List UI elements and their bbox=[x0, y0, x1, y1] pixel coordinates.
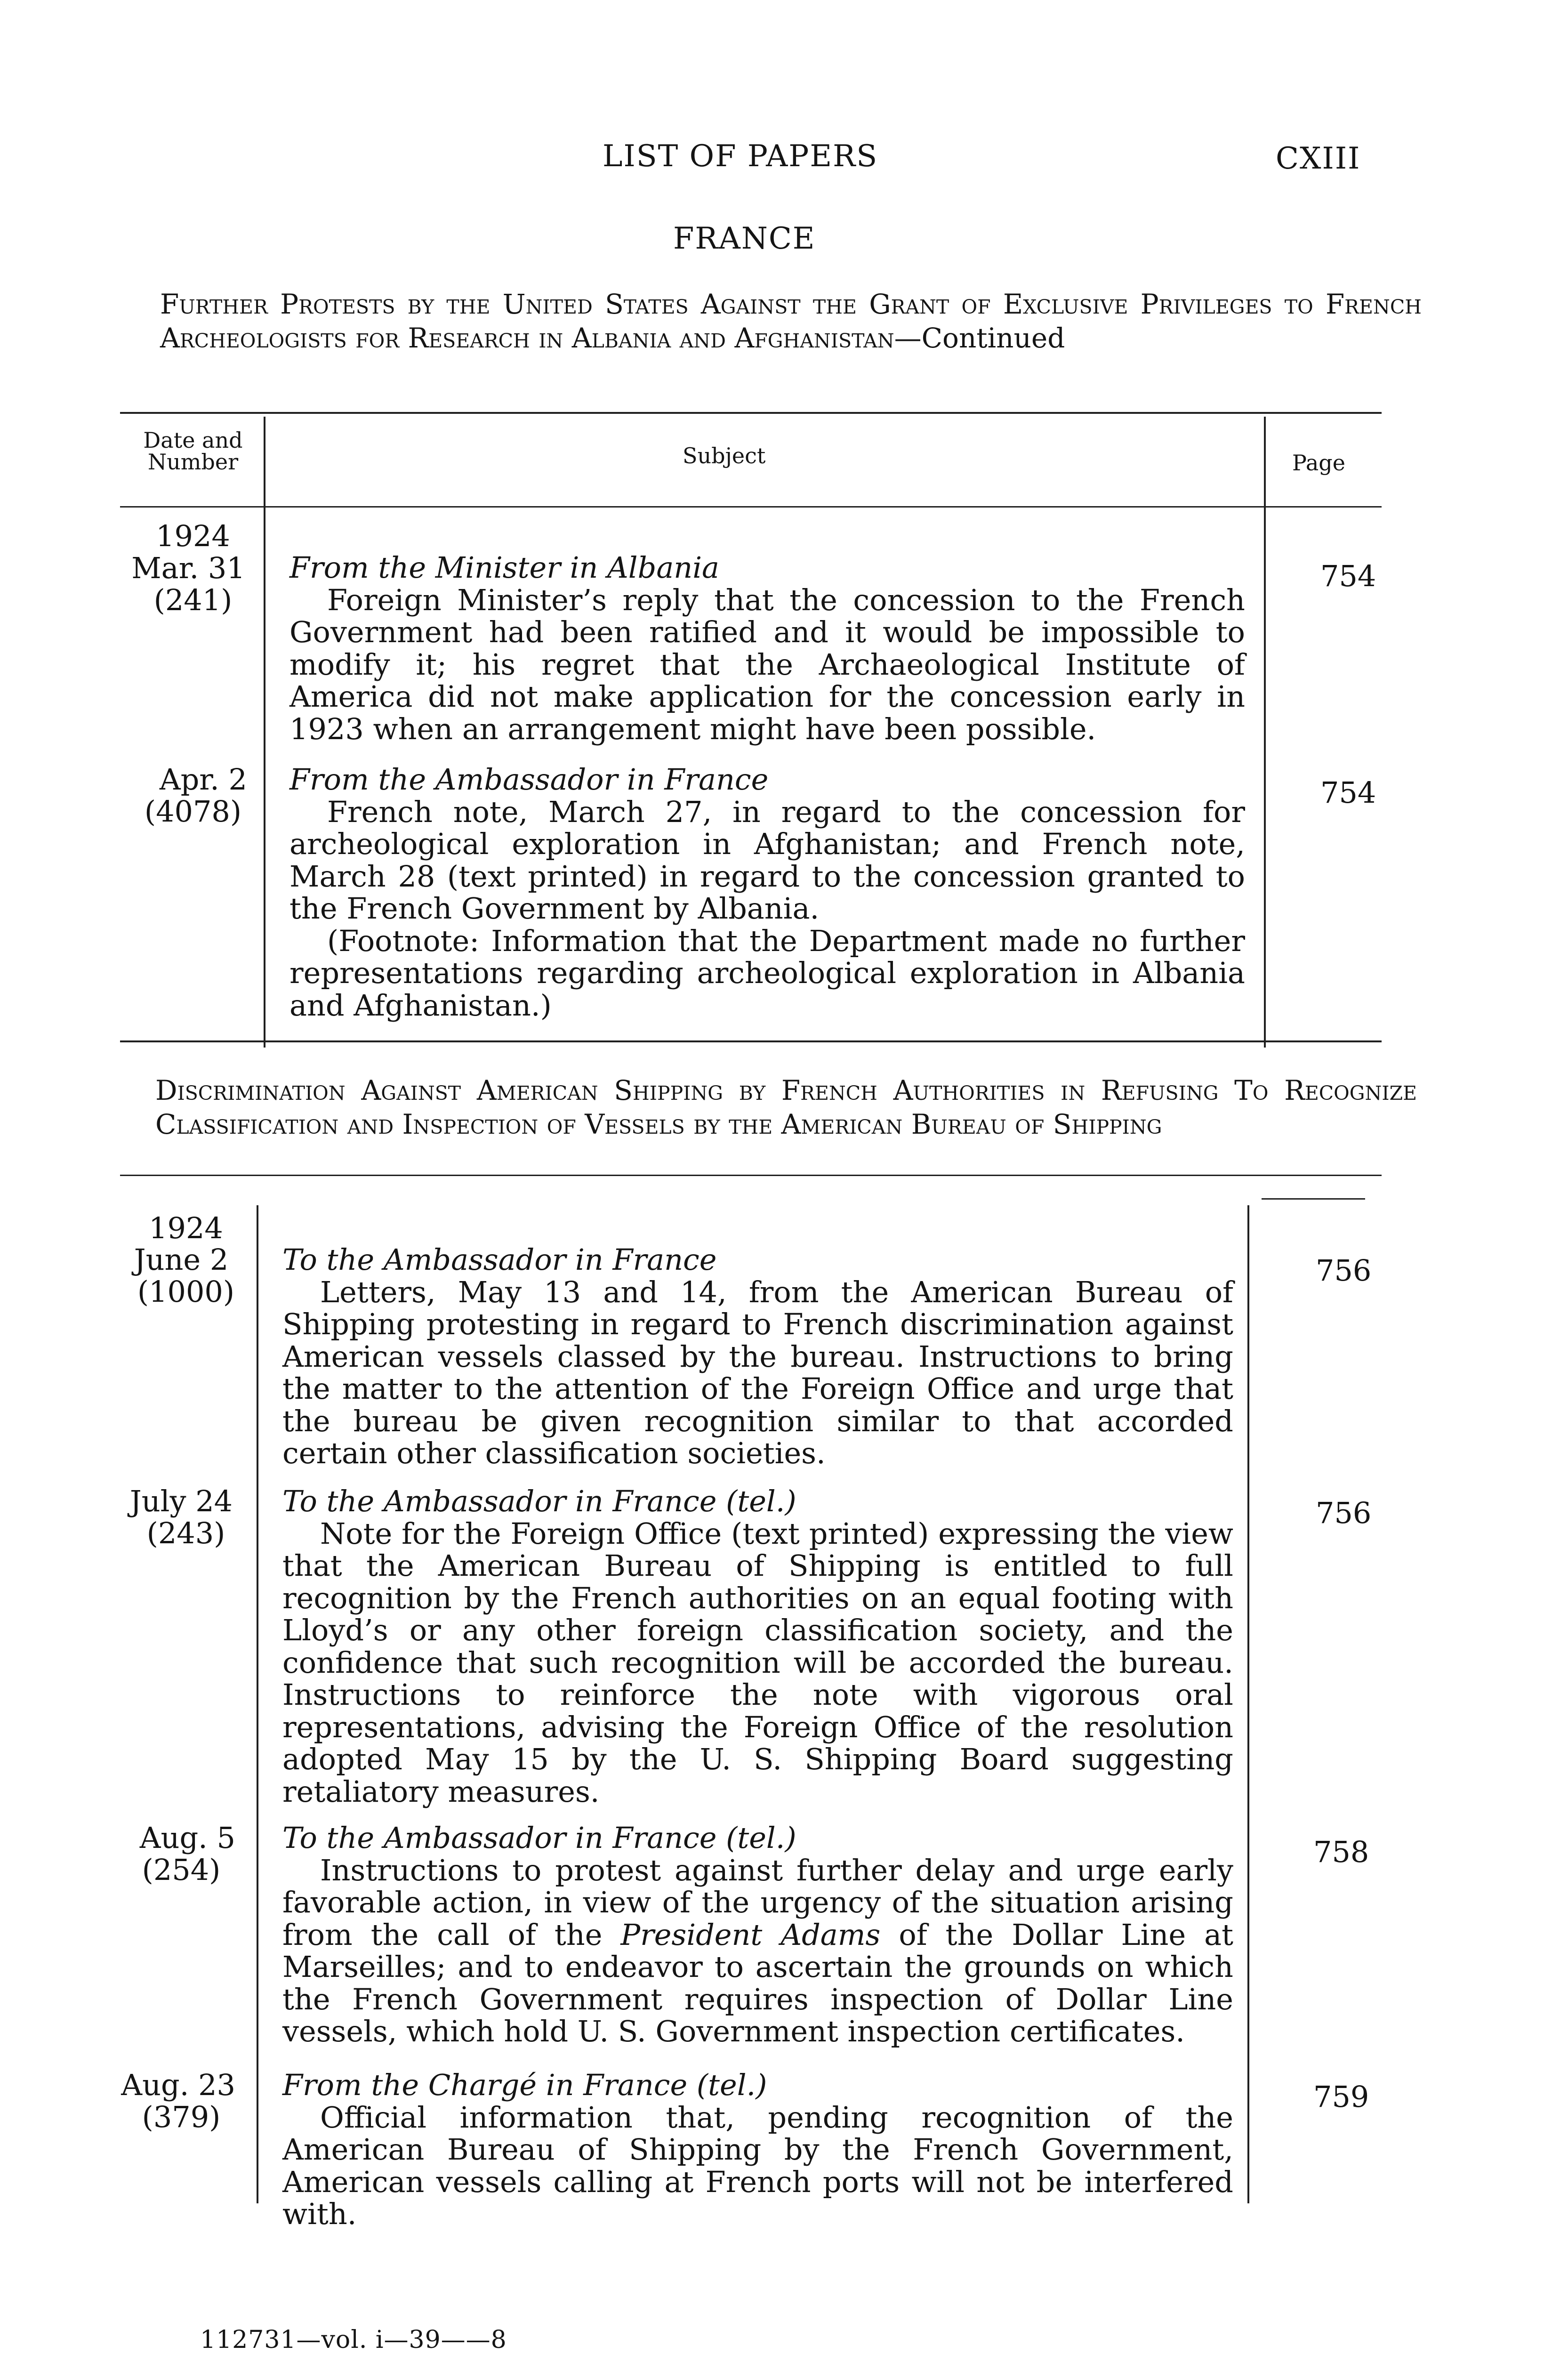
entry-1-date: Mar. 31 bbox=[131, 551, 245, 585]
entry-5-subject bbox=[282, 1822, 1233, 2048]
entry-5-page: 758 bbox=[1313, 1835, 1369, 1869]
entry-3-subject bbox=[282, 1244, 1233, 1470]
entry-5-text-after: of the Dollar Line at Marseilles; and to endeavor to ascertain the grounds on which the French Government requires inspection of Dollar Line vessels, which hold U. S. Government inspection certificates. bbox=[282, 1917, 1234, 2048]
column-header-date-number: Date and Number bbox=[143, 427, 243, 475]
table-1-left-divider bbox=[264, 417, 265, 1048]
entry-4-from: To the Ambassador in France (tel.) bbox=[282, 1484, 796, 1518]
running-header-title: LIST OF PAPERS bbox=[603, 139, 878, 174]
country-heading: FRANCE bbox=[673, 221, 816, 256]
entry-3-number: (1000) bbox=[137, 1274, 235, 1309]
entry-1-year: 1924 bbox=[156, 519, 230, 553]
entry-6-page: 759 bbox=[1313, 2080, 1369, 2114]
entry-4-page: 756 bbox=[1316, 1496, 1372, 1530]
entry-3-page: 756 bbox=[1316, 1253, 1372, 1288]
entry-4-number: (243) bbox=[146, 1516, 225, 1550]
entry-6-text: Official information that, pending recognition of the American Bureau of Shipping by the French Government, American vessels calling at French ports will not be interfered with. bbox=[282, 2100, 1233, 2231]
table-1-bottom-rule bbox=[120, 1040, 1382, 1042]
entry-6-from: From the Chargé in France (tel.) bbox=[282, 2068, 767, 2102]
entry-5-text bbox=[282, 1854, 1233, 2048]
column-header-subject: Subject bbox=[683, 443, 766, 468]
printer-signature: 112731—vol. i—39——8 bbox=[200, 2326, 507, 2354]
entry-5-from: To the Ambassador in France (tel.) bbox=[282, 1821, 796, 1855]
entry-4-date: July 24 bbox=[129, 1484, 233, 1518]
table-2-left-divider bbox=[257, 1205, 258, 2203]
table-2-top-rule bbox=[120, 1175, 1382, 1176]
table-1-right-divider bbox=[1264, 417, 1266, 1048]
table-2-header-rule bbox=[1262, 1198, 1365, 1200]
entry-1-page: 754 bbox=[1320, 559, 1376, 593]
entry-1-number: (241) bbox=[153, 583, 233, 617]
entry-6-subject bbox=[282, 2069, 1233, 2231]
entry-1-text: Foreign Minister’s reply that the concession to the French Government had been ratified and it would be impossible to modify it; his regret that the Archaeological Institute of America did not make application for the concession early in 1923 when an arrangement might have been possible. bbox=[289, 582, 1245, 746]
table-1-top-rule bbox=[120, 412, 1382, 414]
entry-3-date: June 2 bbox=[134, 1242, 229, 1277]
entry-2-number: (4078) bbox=[144, 794, 242, 829]
entry-1-from: From the Minister in Albania bbox=[289, 550, 720, 585]
entry-3-text: Letters, May 13 and 14, from the American Bureau of Shipping protesting in regard to French discrimination against American vessels classed by the bureau. Instructions to bring the matter to the attention of the Foreign Office and urge that the bureau be given recognition similar to that accorded certain other classification societies. bbox=[282, 1274, 1233, 1470]
entry-2-date: Apr. 2 bbox=[159, 762, 247, 797]
entry-2-text: French note, March 27, in regard to the concession for archeological exploration in Afghanistan; and French note, March 28 (text printed) in regard to the concession granted to the French Government by Albania. bbox=[289, 794, 1245, 926]
column-header-page: Page bbox=[1292, 450, 1345, 476]
section-2-title-text: Discrimination Against American Shipping by French Authorities in Refusing To Recognize Classification and Inspection of Vessels by the American Bureau of Shipping bbox=[155, 1074, 1417, 1140]
entry-4-subject bbox=[282, 1485, 1233, 1808]
section-2-title bbox=[120, 1073, 1417, 1141]
entry-2-page: 754 bbox=[1320, 775, 1376, 810]
entry-5-ship-name: President Adams bbox=[620, 1917, 881, 1952]
section-1-continued: —Continued bbox=[894, 322, 1065, 354]
entry-2-from: From the Ambassador in France bbox=[289, 762, 769, 797]
section-1-title bbox=[120, 287, 1422, 355]
table-2-right-divider bbox=[1247, 1205, 1249, 2203]
entry-6-date: Aug. 23 bbox=[121, 2068, 235, 2102]
entry-3-year: 1924 bbox=[149, 1211, 223, 1245]
entry-5-number: (254) bbox=[142, 1853, 221, 1887]
entry-1-subject bbox=[289, 552, 1245, 745]
entry-3-from: To the Ambassador in France bbox=[282, 1242, 717, 1277]
table-1-header-rule bbox=[120, 506, 1382, 508]
section-1-title-text: Further Protests by the United States Against the Grant of Exclusive Privileges to French Archeologists for Research in Albania and Afghanistan bbox=[160, 288, 1422, 354]
page-number-roman: CXIII bbox=[1276, 141, 1361, 176]
entry-2-footnote: (Footnote: Information that the Department made no further representations regarding archeological exploration in Albania and Afghanistan.) bbox=[289, 923, 1245, 1023]
entry-5-date: Aug. 5 bbox=[139, 1821, 235, 1855]
entry-2-subject bbox=[289, 764, 1245, 1022]
entry-6-number: (379) bbox=[142, 2100, 221, 2134]
entry-5-text-before: Instructions to protest against further delay and urge early favorable action, in view of the urgency of the situation arising from the call of the bbox=[282, 1853, 1233, 1952]
entry-4-text: Note for the Foreign Office (text printed) expressing the view that the American Bureau of Shipping is entitled to full recognition by the French authorities on an equal footing with Lloyd’s or any other foreign classification society, and the confidence that such recognition will be accorded the bureau. Instructions to reinforce the note with vigorous oral representations, advising the Foreign Office of the resolution adopted May 15 by the U. S. Shipping Board suggesting retaliatory measures. bbox=[282, 1516, 1233, 1809]
